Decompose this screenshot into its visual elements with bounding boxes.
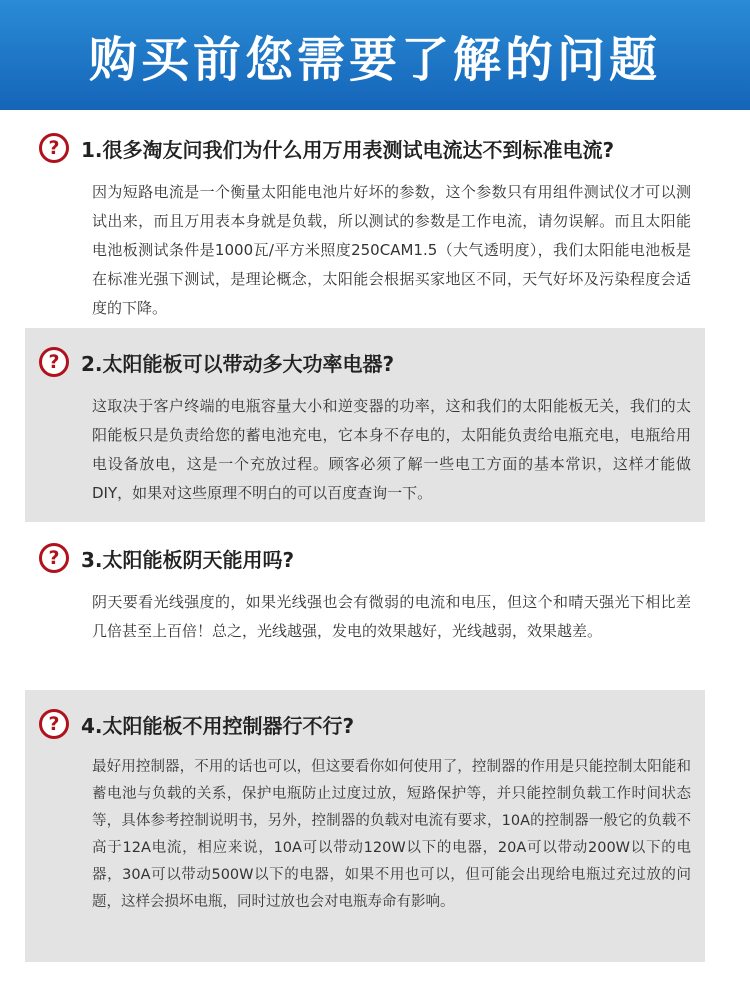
question-row (25, 540, 705, 576)
answer-text: 这取决于客户终端的电瓶容量大小和逆变器的功率，这和我们的太阳能板无关，我们的太阳能板只是负责给您的蓄电池充电，它本身不存电的，太阳能负责给电瓶充电，电瓶给用电设备放电，这是一个充放过程。顾客必须了解一些电工方面的基本常识，这样才能做DIY，如果对这些原理不明白的可以百度查询一下。 (92, 397, 691, 502)
header-banner (0, 0, 750, 110)
faq-item-4 (25, 690, 705, 962)
page-title: 购买前您需要了解的问题 (88, 31, 661, 88)
faq-item-1 (25, 130, 705, 316)
question-title: 4.太阳能板不用控制器行不行? (81, 713, 355, 738)
question-row (25, 130, 705, 166)
question-mark-icon: ? (39, 347, 69, 377)
question-title: 1.很多淘友问我们为什么用万用表测试电流达不到标准电流? (81, 137, 615, 162)
question-title: 3.太阳能板阴天能用吗? (81, 547, 295, 572)
faq-item-2 (25, 328, 705, 522)
answer-text: 阴天要看光线强度的，如果光线强也会有微弱的电流和电压，但这个和晴天强光下相比差几倍甚至上百倍！总之，光线越强，发电的效果越好，光线越弱，效果越差。 (92, 593, 691, 640)
question-mark-icon: ? (39, 133, 69, 163)
answer-text: 最好用控制器，不用的话也可以，但这要看你如何使用了，控制器的作用是只能控制太阳能和蓄电池与负载的关系，保护电瓶防止过度过放，短路保护等，并只能控制负载工作时间状态等，具体参考控制说明书，另外，控制器的负载对电流有要求，10A的控制器一般它的负载不高于12A电流，相应来说，10A可以带动120W以下的电器，20A可以带动200W以下的电器，30A可以带动500W以下的电器，如果不用也可以，但可能会出现给电瓶过充过放的问题，这样会损坏电瓶，同时过放也会对电瓶寿命有影响。 (92, 759, 691, 910)
question-title: 2.太阳能板可以带动多大功率电器? (81, 351, 395, 376)
answer-text: 因为短路电流是一个衡量太阳能电池片好坏的参数，这个参数只有用组件测试仪才可以测试出来，而且万用表本身就是负载，所以测试的参数是工作电流，请勿误解。而且太阳能电池板测试条件是1000瓦/平方米照度250CAM1.5（大气透明度），我们太阳能电池板是在标准光强下测试，是理论概念，太阳能会根据买家地区不同，天气好坏及污染程度会适度的下降。 (92, 183, 691, 317)
question-row (25, 344, 705, 380)
faq-item-3 (25, 540, 705, 680)
question-mark-icon: ? (39, 543, 69, 573)
question-mark-icon: ? (39, 709, 69, 739)
question-row (25, 706, 705, 742)
